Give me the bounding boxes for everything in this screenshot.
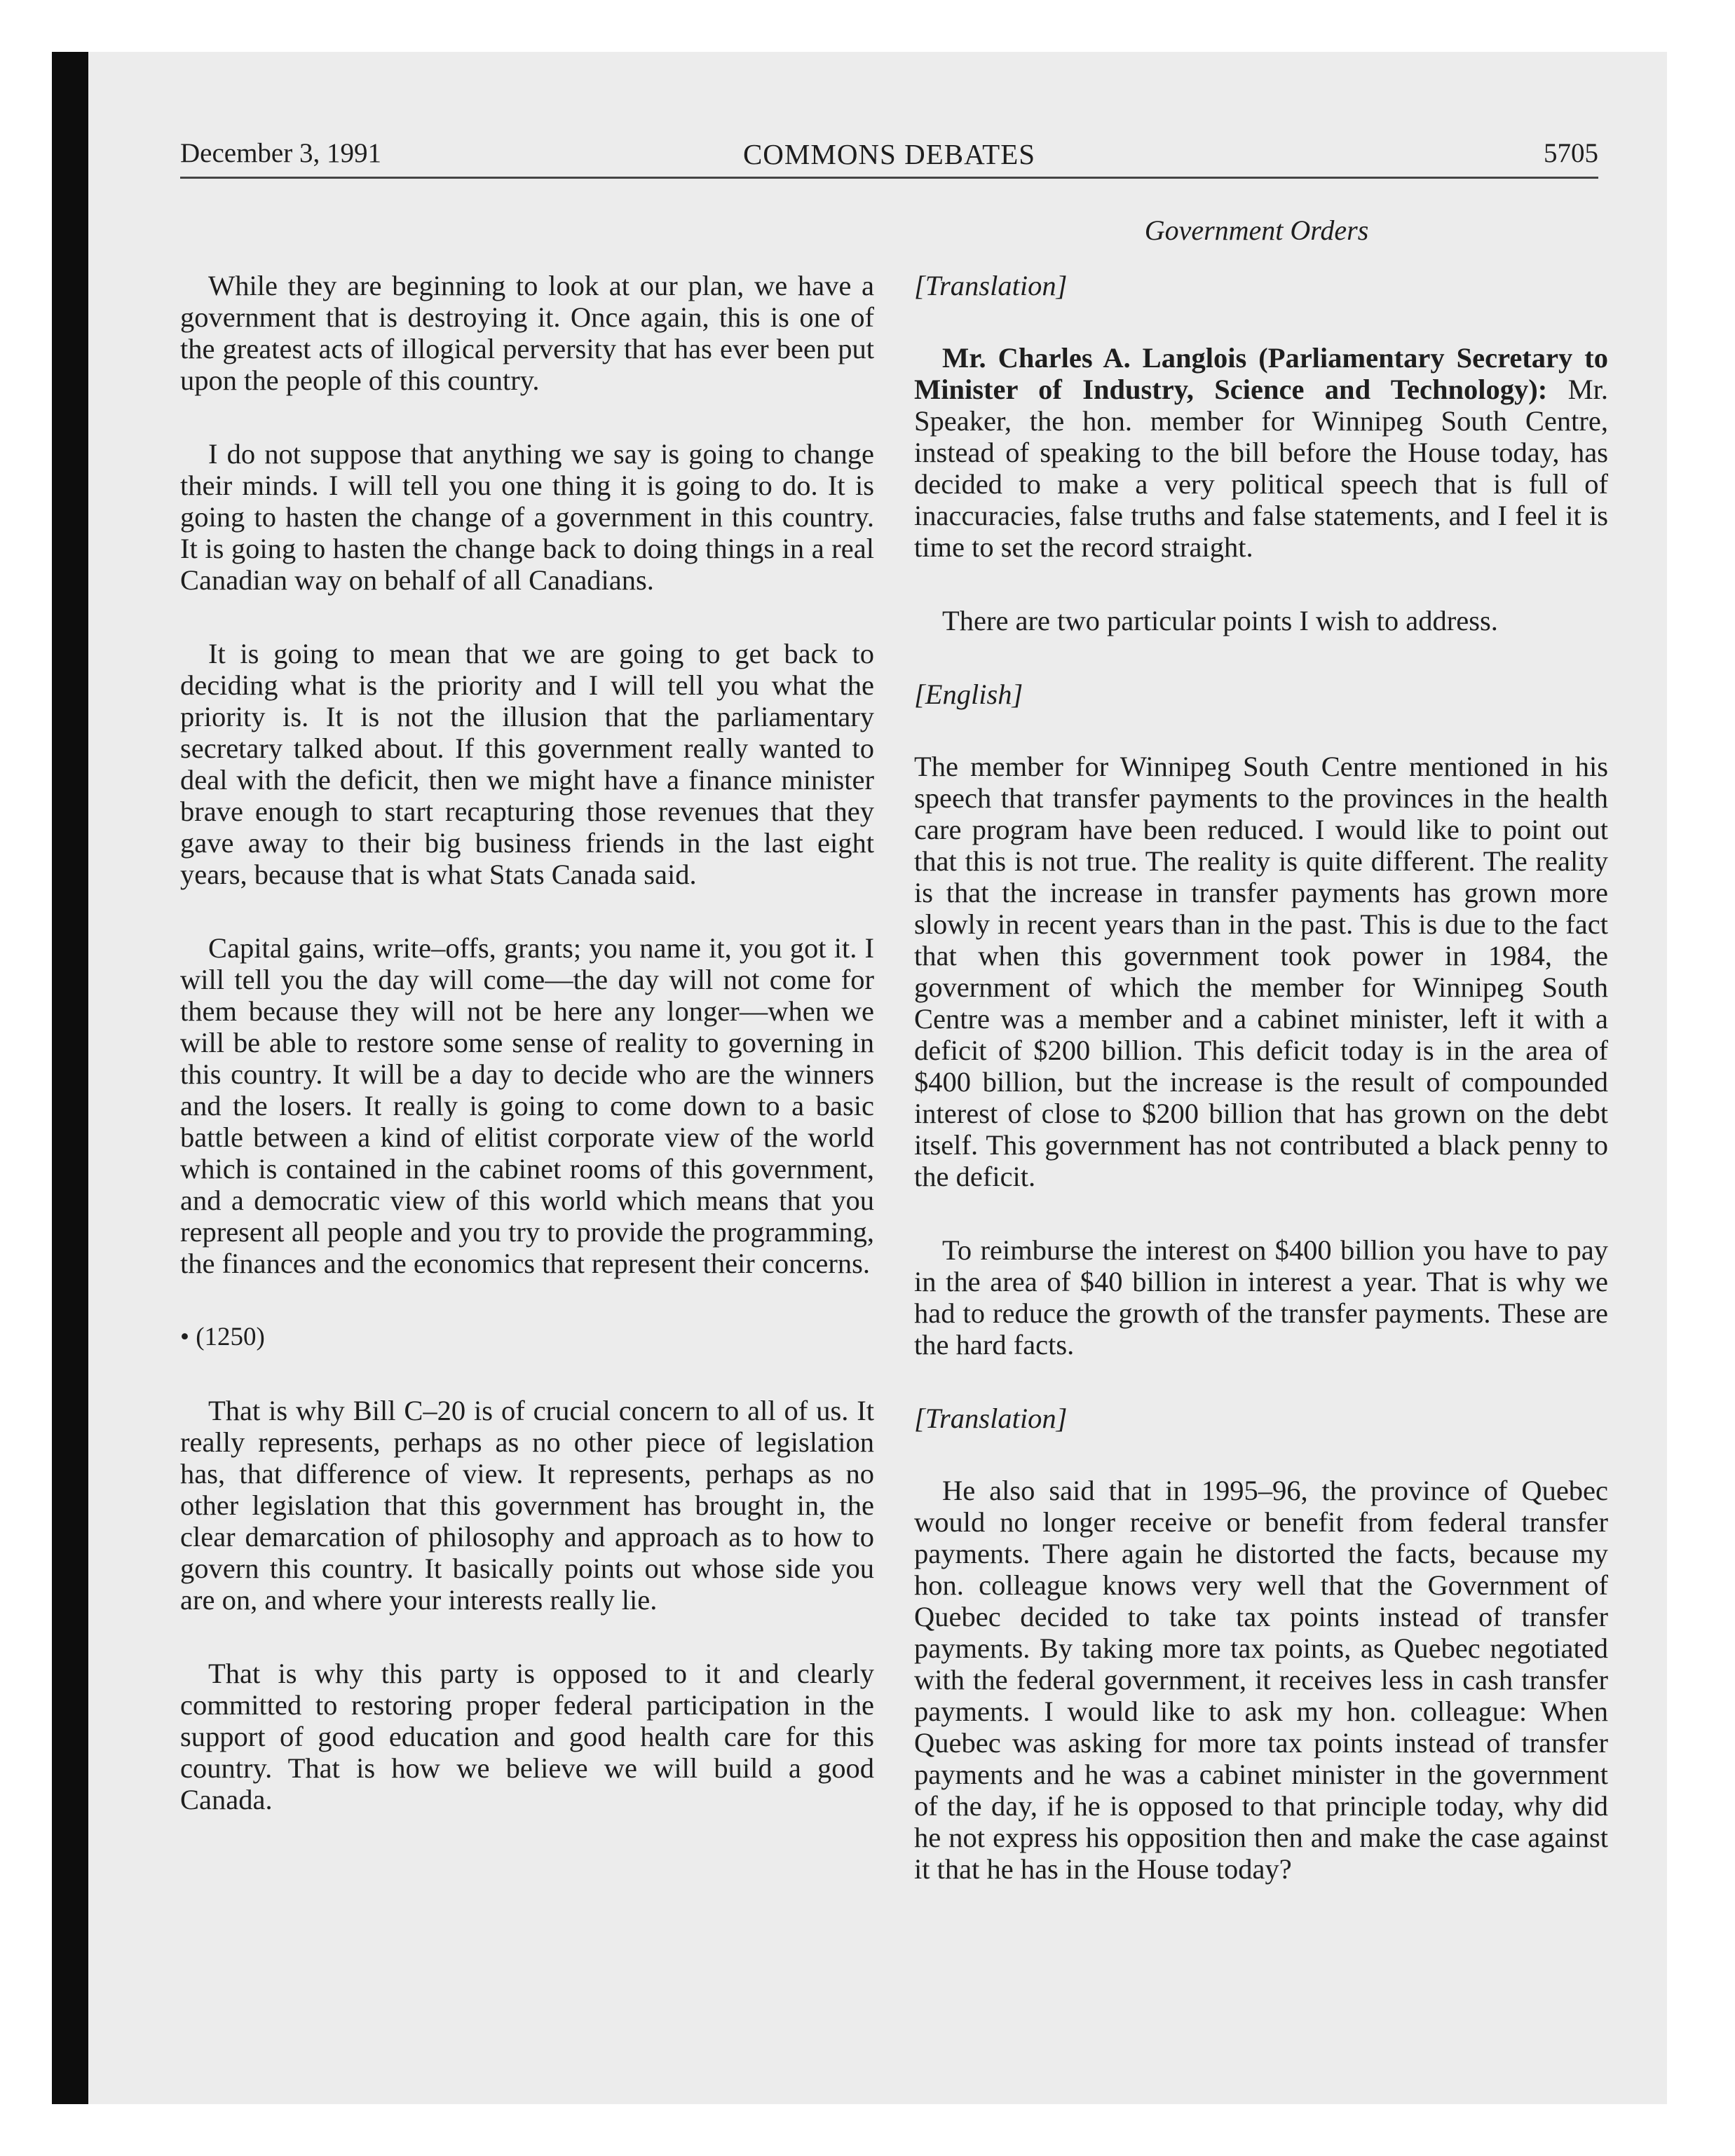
paragraph: That is why Bill C–20 is of crucial concern to all of us. It really represents, perhaps as no other piece of legislation has, that difference of view. It represents, perhaps as no other legislation that this government has brought in, the clear demarcation of philosophy and approach as to how to govern this country. It basically points out whose side you are on, and where your interests really lie. — [180, 1395, 874, 1616]
paragraph: The member for Winnipeg South Centre mentioned in his speech that transfer payments to the provinces in the health care program have been reduced. I would like to point out that this is not true. The reality is quite different. The reality is that the increase in transfer payments has grown more slowly in recent years than in the past. This is due to the fact that when this government took power in 1984, the government of which the member for Winnipeg South Centre was a member and a cabinet minister, left it with a deficit of $200 billion. This deficit today is in the area of $400 billion, but the increase is the result of compounded interest of close to $200 billion that has grown on the debt itself. This government has not contributed a black penny to the deficit. — [914, 751, 1608, 1192]
page-header — [180, 137, 1598, 177]
language-tag: [English] — [914, 678, 1023, 710]
speech-text: Mr. Speaker, the hon. member for Winnipeg South Centre, instead of speaking to the bill before the House today, has decided to make a very political speech that is full of inaccuracies, false truths and false statements, and I feel it is time to set the record straight. — [914, 374, 1608, 563]
paragraph: He also said that in 1995–96, the province of Quebec would no longer receive or benefit from federal transfer payments. There again he distorted the facts, because my hon. colleague knows very well that the Government of Quebec decided to take tax points instead of transfer payments. By taking more tax points, as Quebec negotiated with the federal government, it receives less in cash transfer payments. I would like to ask my hon. colleague: When Quebec was asking for more tax points instead of transfer payments and he was a cabinet minister in the government of the day, if he is opposed to that principle today, why did he not express his opposition then and make the case against it that he has in the House today? — [914, 1475, 1608, 1885]
header-rule — [180, 177, 1598, 179]
paragraph: There are two particular points I wish to address. — [942, 605, 1498, 636]
speaker-name: Mr. Charles A. Langlois (Parliamentary Secretary to Minister of Industry, Science and Technology): — [914, 342, 1608, 405]
time-marker: • (1250) — [180, 1323, 265, 1351]
running-head: Government Orders — [1144, 214, 1369, 246]
paragraph: Capital gains, write–offs, grants; you name it, you got it. I will tell you the day will come—the day will not come for them because they will not be here any longer—when we will be able to restore some sense of reality to governing in this country. It will be a day to decide who are the winners and the losers. It really is going to come down to a basic battle between a kind of elitist corporate view of the world which is contained in the cabinet rooms of this government, and a democratic view of this world which means that you represent all people and you try to provide the programming, the finances and the economics that represent their concerns. — [180, 932, 874, 1279]
right-column — [914, 270, 1608, 1927]
speaker-paragraph — [914, 342, 1608, 563]
language-tag: [Translation] — [914, 270, 1068, 301]
paragraph: While they are beginning to look at our plan, we have a government that is destroying it. Once again, this is one of the greatest acts of illogical perversity that has ever been put upon the people of this country. — [180, 270, 874, 396]
paragraph: That is why this party is opposed to it and clearly committed to restoring proper federal participation in the support of good education and good health care for this country. That is how we believe we will build a good Canada. — [180, 1658, 874, 1815]
header-publication: COMMONS DEBATES — [742, 138, 1036, 170]
paragraph: I do not suppose that anything we say is going to change their minds. I will tell you one thing it is going to do. It is going to hasten the change of a government in this country. It is going to hasten the change back to doing things in a real Canadian way on behalf of all Canadians. — [180, 438, 874, 596]
header-page-number: 5705 — [1544, 138, 1598, 168]
paragraph: It is going to mean that we are going to get back to deciding what is the priority and I will tell you what the priority is. It is not the illusion that the parliamentary secretary talked about. If this government really wanted to deal with the deficit, then we might have a finance minister brave enough to start recapturing those revenues that they gave away to their big business friends in the last eight years, because that is what Stats Canada said. — [180, 638, 874, 890]
scan-edge-band — [52, 52, 88, 2104]
header-date: December 3, 1991 — [180, 138, 381, 168]
left-column — [180, 270, 874, 1857]
paragraph: To reimburse the interest on $400 billion you have to pay in the area of $40 billion in interest a year. That is why we had to reduce the growth of the transfer payments. These are the hard facts. — [914, 1234, 1608, 1360]
language-tag: [Translation] — [914, 1403, 1068, 1434]
